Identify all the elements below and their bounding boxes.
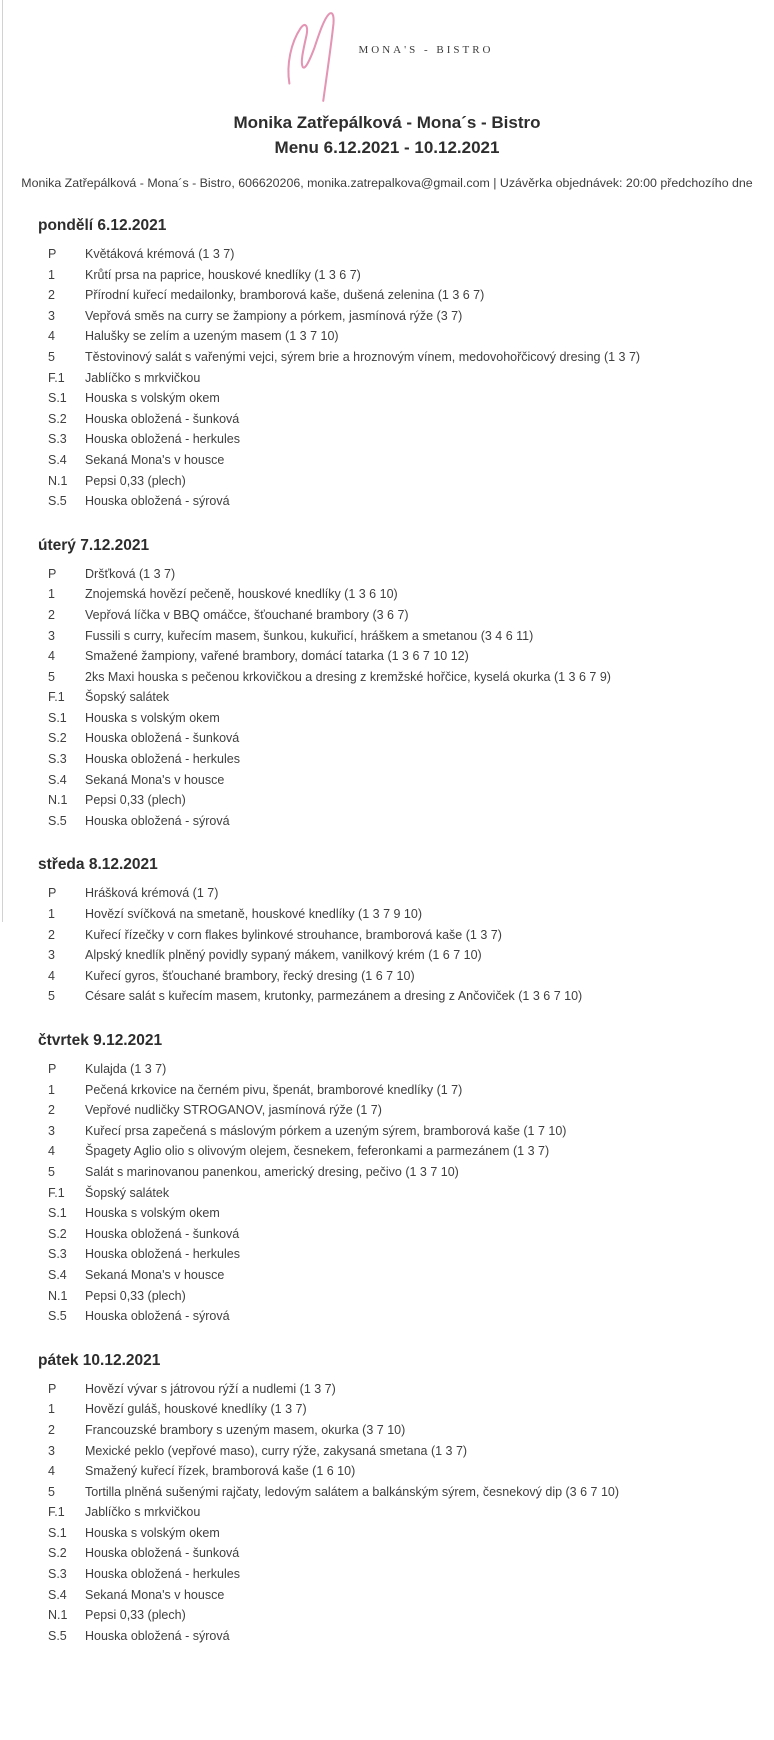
menu-row [38,584,756,605]
menu-row [38,306,756,327]
menu-row [38,687,756,708]
menu-row [38,326,756,347]
menu-row [38,966,756,987]
menu-row-text: Houska obložená - šunková [85,731,240,746]
menu-row-code: S.2 [48,1546,67,1561]
menu-row [38,749,756,770]
menu-row-code: S.4 [48,1587,67,1602]
menu-row [38,646,756,667]
brand-text: MONA'S - BISTRO [358,44,494,56]
menu-row [38,770,756,791]
menu-row [38,1100,756,1121]
menu-row-text: Sekaná Mona's v housce [85,1587,225,1602]
menu-row-code: 4 [48,329,55,344]
menu-row-text: Houska obložená - sýrová [85,1309,230,1324]
menu-row-text: Houska obložená - sýrová [85,494,230,509]
menu-row [38,811,756,832]
menu-row-text: Dršťková (1 3 7) [85,566,176,581]
left-border-rule [2,0,3,922]
menu-row [38,667,756,688]
menu-row-text: Šopský salátek [85,1185,170,1200]
menu-row-code: S.4 [48,1267,67,1282]
menu-row-text: Francouzské brambory s uzeným masem, okurka (3 7 10) [85,1422,406,1437]
menu-row [38,1399,756,1420]
menu-row-text: Houska s volským okem [85,391,220,406]
menu-row-code: S.3 [48,1247,67,1262]
menu-row-code: S.4 [48,772,67,787]
page-title-line1: Monika Zatřepálková - Mona´s - Bistro [233,113,541,132]
menu-row [38,1482,756,1503]
menu-row-text: Smažené žampiony, vařené brambory, domácí tatarka (1 3 6 7 10 12) [85,649,469,664]
menu-row [38,1461,756,1482]
menu-row-text: Pepsi 0,33 (plech) [85,473,186,488]
menu-row-code: 3 [48,1123,55,1138]
menu-row-text: Houska obložená - šunková [85,1226,240,1241]
menu-row [38,1564,756,1585]
menu-row-code: S.2 [48,731,67,746]
menu-row-code: 3 [48,628,55,643]
menu-row-code: S.1 [48,391,67,406]
menu-row-text: Hrášková krémová (1 7) [85,886,219,901]
menu-row-text: Vepřová líčka v BBQ omáčce, šťouchané brambory (3 6 7) [85,607,409,622]
menu-row-text: Těstovinový salát s vařenými vejci, sýrem brie a hroznovým vínem, medovohořčicový dresing (1 3 7) [85,349,641,364]
menu-row [38,244,756,265]
menu-row-code: F.1 [48,690,65,705]
menu-row-code: 5 [48,1484,55,1499]
menu-row-code: 1 [48,267,55,282]
menu-row [38,388,756,409]
menu-row-code: 2 [48,288,55,303]
day-rows [38,244,756,512]
menu-row [38,1244,756,1265]
menu-row-code: 1 [48,587,55,602]
menu-row [38,491,756,512]
menu-row-code: F.1 [48,1505,65,1520]
menu-row-code: 5 [48,989,55,1004]
monas-bistro-m-logo-icon [281,8,345,104]
menu-row [38,626,756,647]
menu-row-text: Houska obložená - sýrová [85,813,230,828]
menu-row-code: 5 [48,349,55,364]
menu-row-code: F.1 [48,370,65,385]
menu-row [38,1265,756,1286]
menu-row [38,1121,756,1142]
menu-row-text: Césare salát s kuřecím masem, krutonky, parmezánem a dresing z Ančoviček (1 3 6 7 10) [85,989,583,1004]
day-section [38,217,756,512]
menu-row-code: 3 [48,1443,55,1458]
day-rows [38,883,756,1007]
menu-row-code: F.1 [48,1185,65,1200]
menu-row-text: 2ks Maxi houska s pečenou krkovičkou a dresing z kremžské hořčice, kyselá okurka (1 3 6 7 9) [85,669,611,684]
menu-row [38,265,756,286]
menu-row [38,945,756,966]
menu-row-text: Hovězí guláš, houskové knedlíky (1 3 7) [85,1402,307,1417]
menu-row [38,1059,756,1080]
menu-row-code: S.5 [48,494,67,509]
menu-row [38,925,756,946]
menu-row-code: P [48,886,57,901]
menu-row-code: 3 [48,308,55,323]
menu-row-code: 2 [48,1422,55,1437]
menu-row [38,1502,756,1523]
menu-row [38,728,756,749]
day-heading: pondělí 6.12.2021 [38,217,167,234]
menu-row [38,883,756,904]
day-rows [38,564,756,832]
logo [0,0,774,106]
menu-row-code: P [48,1381,57,1396]
menu-row-code: 4 [48,968,55,983]
menu-row-code: S.2 [48,411,67,426]
menu-row-code: 5 [48,669,55,684]
menu-row-code: 1 [48,1082,55,1097]
menu-row-text: Houska obložená - herkules [85,752,240,767]
menu-row-code: N.1 [48,1608,68,1623]
day-rows [38,1379,756,1647]
menu-row [38,429,756,450]
menu-row-text: Kulajda (1 3 7) [85,1062,167,1076]
menu-row-text: Hovězí vývar s játrovou rýží a nudlemi (1 3 7) [85,1381,336,1396]
menu-row-text: Mexické peklo (vepřové maso), curry rýže, zakysaná smetana (1 3 7) [85,1443,468,1458]
menu-row-text: Sekaná Mona's v housce [85,772,225,787]
menu-row-text: Houska s volským okem [85,1525,220,1540]
menu-row-text: Vepřová směs na curry se žampiony a pórkem, jasmínová rýže (3 7) [85,308,463,323]
menu-row-code: S.5 [48,813,67,828]
menu-row [38,1080,756,1101]
menu-row [38,409,756,430]
contact-line: Monika Zatřepálková - Mona´s - Bistro, 606620206, monika.zatrepalkova@gmail.com | Uzávěrka objednávek: 20:00 předchozího dne [21,176,753,190]
menu-row-code: P [48,247,57,261]
day-section [38,537,756,832]
menu-row [38,1183,756,1204]
menu-row-text: Kuřecí gyros, šťouchané brambory, řecký dresing (1 6 7 10) [85,968,415,983]
menu-row [38,1379,756,1400]
menu-row-code: N.1 [48,1288,68,1303]
menu-row-text: Pepsi 0,33 (plech) [85,1288,186,1303]
menu-row [38,471,756,492]
menu-row [38,1585,756,1606]
menu-row-text: Jablíčko s mrkvičkou [85,1505,201,1520]
menu-row-text: Salát s marinovanou panenkou, americký dresing, pečivo (1 3 7 10) [85,1164,459,1179]
menu-row-text: Kuřecí řízečky v corn flakes bylinkové strouhance, bramborová kaše (1 3 7) [85,927,502,942]
menu-row-text: Houska obložená - šunková [85,411,240,426]
menu-row-code: S.2 [48,1226,67,1241]
day-heading: pátek 10.12.2021 [38,1351,161,1369]
menu-row-text: Pečená krkovice na černém pivu, špenát, bramborové knedlíky (1 7) [85,1082,463,1097]
page-title-line2: Menu 6.12.2021 - 10.12.2021 [274,138,500,157]
menu-row-code: S.5 [48,1309,67,1324]
day-heading: úterý 7.12.2021 [38,536,150,554]
menu-row-code: 4 [48,1144,55,1159]
menu-row [38,564,756,585]
menu-row-text: Tortilla plněná sušenými rajčaty, ledovým salátem a balkánským sýrem, česnekový dip (3 6 7 10) [85,1484,620,1499]
menu-row-text: Houska s volským okem [85,1206,220,1221]
menu-row-text: Znojemská hovězí pečeně, houskové knedlíky (1 3 6 10) [85,587,398,602]
menu-row [38,347,756,368]
day-rows [38,1059,756,1327]
menu-row-text: Přírodní kuřecí medailonky, bramborová kaše, dušená zelenina (1 3 6 7) [85,288,485,303]
menu-row-code: S.4 [48,452,67,467]
menu-row-code: S.3 [48,1567,67,1582]
menu-row-code: N.1 [48,473,68,488]
menu-row-code: S.3 [48,752,67,767]
menu-row [38,1543,756,1564]
menu-row-code: P [48,566,57,581]
menu-row-code: P [48,1062,57,1076]
menu-row-text: Kuřecí prsa zapečená s máslovým pórkem a uzeným sýrem, bramborová kaše (1 7 10) [85,1123,567,1138]
menu-row [38,285,756,306]
menu-row-text: Pepsi 0,33 (plech) [85,793,186,808]
menu-row [38,1224,756,1245]
menu-row [38,1162,756,1183]
menu-row-text: Květáková krémová (1 3 7) [85,247,235,261]
page-title [0,110,774,160]
menu-row [38,1306,756,1327]
menu-row [38,1441,756,1462]
menu-row [38,1141,756,1162]
menu-row [38,790,756,811]
menu-row-code: S.5 [48,1628,67,1643]
menu-row-code: 2 [48,1103,55,1118]
menu-row [38,368,756,389]
menu-row-text: Alpský knedlík plněný povidly sypaný mákem, vanilkový krém (1 6 7 10) [85,948,482,963]
menu-row-text: Špagety Aglio olio s olivovým olejem, česnekem, feferonkami a parmezánem (1 3 7) [85,1144,550,1159]
menu-row [38,1203,756,1224]
menu-row [38,904,756,925]
menu-row-text: Pepsi 0,33 (plech) [85,1608,186,1623]
menu-row-text: Hovězí svíčková na smetaně, houskové knedlíky (1 3 7 9 10) [85,907,422,922]
menu-row-text: Smažený kuřecí řízek, bramborová kaše (1 6 10) [85,1464,356,1479]
menu-row-code: 2 [48,927,55,942]
menu-row-text: Houska obložená - herkules [85,432,240,447]
menu-row [38,986,756,1007]
menu-row-text: Sekaná Mona's v housce [85,452,225,467]
day-section [38,1352,756,1647]
menu-row-text: Halušky se zelím a uzeným masem (1 3 7 10) [85,329,339,344]
menu-row-text: Fussili s curry, kuřecím masem, šunkou, kukuřicí, hráškem a smetanou (3 4 6 11) [85,628,534,643]
menu-row-code: 5 [48,1164,55,1179]
menu-row-text: Houska s volským okem [85,710,220,725]
menu-row [38,450,756,471]
menu-row-code: S.1 [48,710,67,725]
menu-row-code: S.1 [48,1206,67,1221]
menu-row [38,708,756,729]
menu-row [38,1420,756,1441]
menu-row-text: Houska obložená - herkules [85,1247,240,1262]
menu-row-text: Houska obložená - sýrová [85,1628,230,1643]
menu-row-code: 4 [48,1464,55,1479]
menu-row-code: 1 [48,907,55,922]
day-section [38,856,756,1007]
menu-row-code: S.3 [48,432,67,447]
menu-row-code: 2 [48,607,55,622]
menu-row [38,1605,756,1626]
menu-row-code: 3 [48,948,55,963]
menu-row-text: Krůtí prsa na paprice, houskové knedlíky (1 3 6 7) [85,267,361,282]
day-section [38,1032,756,1327]
menu-sections [0,190,774,1646]
menu-row-text: Sekaná Mona's v housce [85,1267,225,1282]
menu-row [38,1286,756,1307]
menu-row [38,1626,756,1647]
menu-row-text: Houska obložená - herkules [85,1567,240,1582]
menu-row-text: Vepřové nudličky STROGANOV, jasmínová rýže (1 7) [85,1103,382,1118]
menu-row [38,605,756,626]
menu-row-code: 4 [48,649,55,664]
menu-row-text: Houska obložená - šunková [85,1546,240,1561]
menu-row [38,1523,756,1544]
day-heading: středa 8.12.2021 [38,856,158,874]
menu-row-code: 1 [48,1402,55,1417]
menu-row-text: Jablíčko s mrkvičkou [85,370,201,385]
menu-row-code: S.1 [48,1525,67,1540]
menu-row-code: N.1 [48,793,68,808]
menu-row-text: Šopský salátek [85,690,170,705]
day-heading: čtvrtek 9.12.2021 [38,1032,163,1049]
